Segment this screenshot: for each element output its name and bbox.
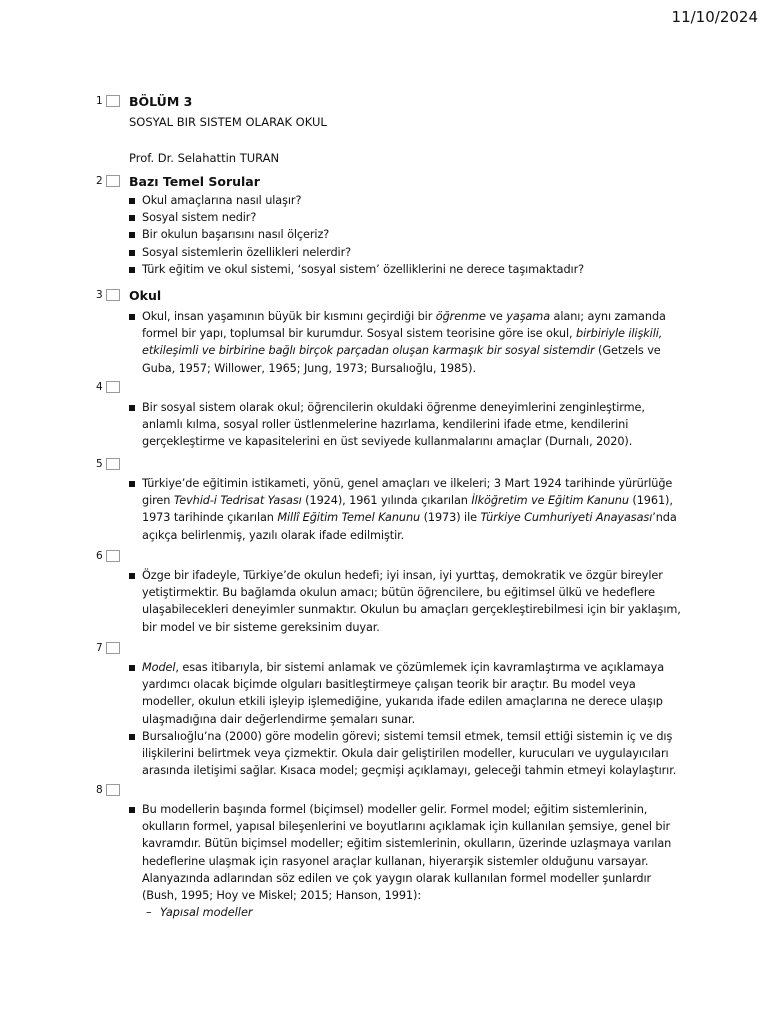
- bullet-square-icon: [129, 481, 135, 487]
- slide-content: [129, 475, 684, 544]
- bullet-square-icon: [129, 314, 135, 320]
- dash-icon: –: [146, 906, 152, 920]
- slide-select-checkbox[interactable]: [106, 95, 120, 107]
- slide-content: [129, 399, 684, 451]
- list-item: Özge bir ifadeyle, Türkiye’de okulun hedefi; iyi insan, iyi yurttaş, demokratik ve özgür bireyler yetiştirmektir. Bu bağlamda okulun amacı; bütün öğrencilere, bu eğitimsel ülkü ve hedeflere ulaşabilecekleri deneyimler sunmaktır. Okulun bu amaçları gerçekleştirebilmesi için bir yaklaşım, bir model ve bir sisteme gereksinim duyar.: [129, 567, 684, 636]
- slide-content: [129, 174, 684, 278]
- slide-content: [129, 288, 684, 377]
- slide-select-checkbox[interactable]: [106, 458, 120, 470]
- bullet-square-icon: [129, 734, 135, 740]
- bullet-square-icon: [129, 198, 135, 204]
- slide-content: [129, 801, 684, 921]
- slide-number: 7: [96, 642, 103, 654]
- slide-title: Okul: [129, 288, 162, 303]
- list-item: Türkiye’de eğitimin istikameti, yönü, genel amaçları ve ilkeleri; 3 Mart 1924 tarihinde yürürlüğe giren Tevhid-i Tedrisat Yasası (1924), 1961 yılında çıkarılan İlköğretim ve Eğitim Kanunu (1961), 1973 tarihinde çıkarılan Millî Eğitim Temel Kanunu (1973) ile Türkiye Cumhuriyeti Anayasası’nda açıkça belirlenmiş, yazılı olarak ifade edilmiştir.: [129, 475, 684, 544]
- list-item: Okul, insan yaşamının büyük bir kısmını geçirdiği bir öğrenme ve yaşama alanı; aynı zamanda formel bir yapı, toplumsal bir kurumdur. Sosyal sistem teorisine göre ise okul, birbiriyle ilişkili, etkileşimli ve birbirine bağlı birçok parçadan oluşan karmaşık bir sosyal sistemdir (Getzels ve Guba, 1957; Willower, 1965; Jung, 1973; Bursalıoğlu, 1985).: [129, 308, 684, 377]
- slide-select-checkbox[interactable]: [106, 175, 120, 187]
- list-item: Türk eğitim ve okul sistemi, ‘sosyal sistem’ özelliklerini ne derece taşımaktadır?: [129, 261, 684, 278]
- bullet-square-icon: [129, 267, 135, 273]
- slide-content: [129, 659, 684, 779]
- chapter-subtitle: SOSYAL BIR SISTEM OLARAK OKUL: [129, 115, 327, 129]
- sub-list-item: – Yapısal modeller: [146, 906, 253, 920]
- bullet-square-icon: [129, 232, 135, 238]
- list-item: Bu modellerin başında formel (biçimsel) modeller gelir. Formel model; eğitim sistemlerinin, okulların formel, yapısal bileşenlerini ve boyutlarını açıklamak için kullanılan şemsiye, genel bir kavramdır. Bütün biçimsel modeller; eğitim sistemlerinin, okulların, üzerinde uzlaşmaya varılan hedeflerine ulaşmak için rasyonel araçlar kullanan, hiyerarşik sistemler olduğunu varsayar. Alanyazında adlarından söz edilen ve çok yaygın olarak kullanılan formel modeller şunlardır (Bush, 1995; Hoy ve Miskel; 2015; Hanson, 1991):: [129, 801, 684, 904]
- bullet-square-icon: [129, 573, 135, 579]
- slide-content: [129, 567, 684, 636]
- list-item: Okul amaçlarına nasıl ulaşır?: [129, 192, 684, 209]
- slide-number: 3: [96, 289, 103, 301]
- list-item: Bir sosyal sistem olarak okul; öğrencilerin okuldaki öğrenme deneyimlerini zenginleştirme, anlamlı kılma, sosyal roller üstlenmelerine hazırlama, kendilerini ifade etme, kendilerini gerçekleştirme ve kapasitelerini en üst seviyede kullanmalarını amaçlar (Durnalı, 2020).: [129, 399, 684, 451]
- bullet-square-icon: [129, 215, 135, 221]
- slide-number: 6: [96, 550, 103, 562]
- bullet-square-icon: [129, 250, 135, 256]
- list-item: Bursalıoğlu’na (2000) göre modelin görevi; sistemi temsil etmek, temsil ettiği sistemin iç ve dış ilişkilerini belirtmek veya çizmektir. Okula dair geliştirilen modeller, kurucuları ve uygulayıcıları arasında iletişimi sağlar. Kısaca model; geçmişi açıklamayı, geleceği tahmin etmeyi kolaylaştırır.: [129, 728, 684, 780]
- list-item: Model, esas itibarıyla, bir sistemi anlamak ve çözümlemek için kavramlaştırma ve açıklamaya yardımcı olacak biçimde olguları basitleştirmeye çalışan teorik bir araçtır. Bu model veya modeller, okulun etkili işleyip işlemediğine, yukarıda ifade edilen amaçlarına ne derece ulaşıp ulaşmadığına dair değerlendirme şemaları sunar.: [129, 659, 684, 728]
- slide-select-checkbox[interactable]: [106, 642, 120, 654]
- slide-number: 1: [96, 95, 103, 107]
- list-item: Bir okulun başarısını nasıl ölçeriz?: [129, 226, 684, 243]
- slide-number: 5: [96, 458, 103, 470]
- slide-number: 8: [96, 784, 103, 796]
- slide-title: Bazı Temel Sorular: [129, 174, 260, 189]
- list-item: Sosyal sistemlerin özellikleri nelerdir?: [129, 244, 684, 261]
- list-item: Sosyal sistem nedir?: [129, 209, 684, 226]
- bullet-square-icon: [129, 665, 135, 671]
- page-date: 11/10/2024: [671, 8, 758, 26]
- slide-number: 2: [96, 175, 103, 187]
- slide-content: [129, 94, 684, 166]
- slide-select-checkbox[interactable]: [106, 381, 120, 393]
- bullet-square-icon: [129, 807, 135, 813]
- slide-number: 4: [96, 381, 103, 393]
- slide-select-checkbox[interactable]: [106, 784, 120, 796]
- slide-select-checkbox[interactable]: [106, 289, 120, 301]
- bullet-square-icon: [129, 405, 135, 411]
- slide-select-checkbox[interactable]: [106, 550, 120, 562]
- author: Prof. Dr. Selahattin TURAN: [129, 151, 280, 165]
- chapter-title: BÖLÜM 3: [129, 94, 193, 109]
